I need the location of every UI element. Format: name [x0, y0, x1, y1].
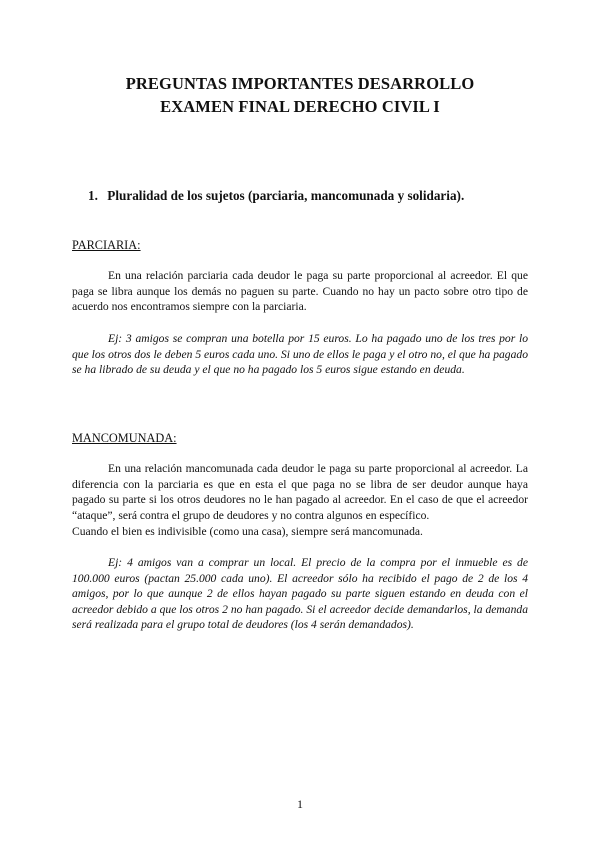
mancomunada-example: Ej: 4 amigos van a comprar un local. El precio de la compra por el inmueble es de 100.000 euros (pactan 25.000 cada uno). El acreedor sólo ha recibido el pago de 2 de los 4 amigos, por lo que aunque 2 de ellos hayan pagado su parte siguen estando en deuda con el acreedor debido a que los otros 2 no han pagado. Si el acreedor decide demandarlos, la demanda será realizada para el grupo total de deudores (los 4 serán demandados). — [72, 556, 528, 632]
parciaria-paragraph: En una relación parciaria cada deudor le paga su parte proporcional al acreedor. El que paga se libra aunque los demás no paguen su parte. Cuando no hay un pacto sobre otro tipo de acuerdo nos encontramos siempre con la parciaria. — [72, 269, 528, 314]
parciaria-example: Ej: 3 amigos se compran una botella por 15 euros. Lo ha pagado uno de los tres por lo que los otros dos le deben 5 euros cada uno. Si uno de ellos le paga y el otro no, el que ha pagado se ha librado de su deuda y el que no ha pagado los 5 euros sigue estando en deuda. — [72, 332, 528, 377]
page-title — [0, 72, 600, 118]
parciaria-label: PARCIARIA: — [72, 238, 141, 252]
page-number: 1 — [297, 797, 303, 811]
section-heading — [88, 187, 548, 205]
mancomunada-paragraph: En una relación mancomunada cada deudor le paga su parte proporcional al acreedor. La diferencia con la parciaria es que en esta el que paga no se libra de ser deudor aunque haya pagado su parte si los otros deudores no le han pagado al acreedor. En el caso de que el acreedor “ataque”, será contra el grupo de deudores y no contra algunos en específico. — [72, 462, 528, 522]
title-line-1: PREGUNTAS IMPORTANTES DESARROLLO — [125, 74, 475, 93]
mancomunada-label: MANCOMUNADA: — [72, 431, 177, 445]
title-line-2: EXAMEN FINAL DERECHO CIVIL I — [160, 97, 440, 116]
section-heading-text: Pluralidad de los sujetos (parciaria, mancomunada y solidaria). — [107, 188, 465, 203]
section-number: 1. — [88, 188, 98, 203]
mancomunada-paragraph-2: Cuando el bien es indivisible (como una casa), siempre será mancomunada. — [72, 525, 423, 538]
